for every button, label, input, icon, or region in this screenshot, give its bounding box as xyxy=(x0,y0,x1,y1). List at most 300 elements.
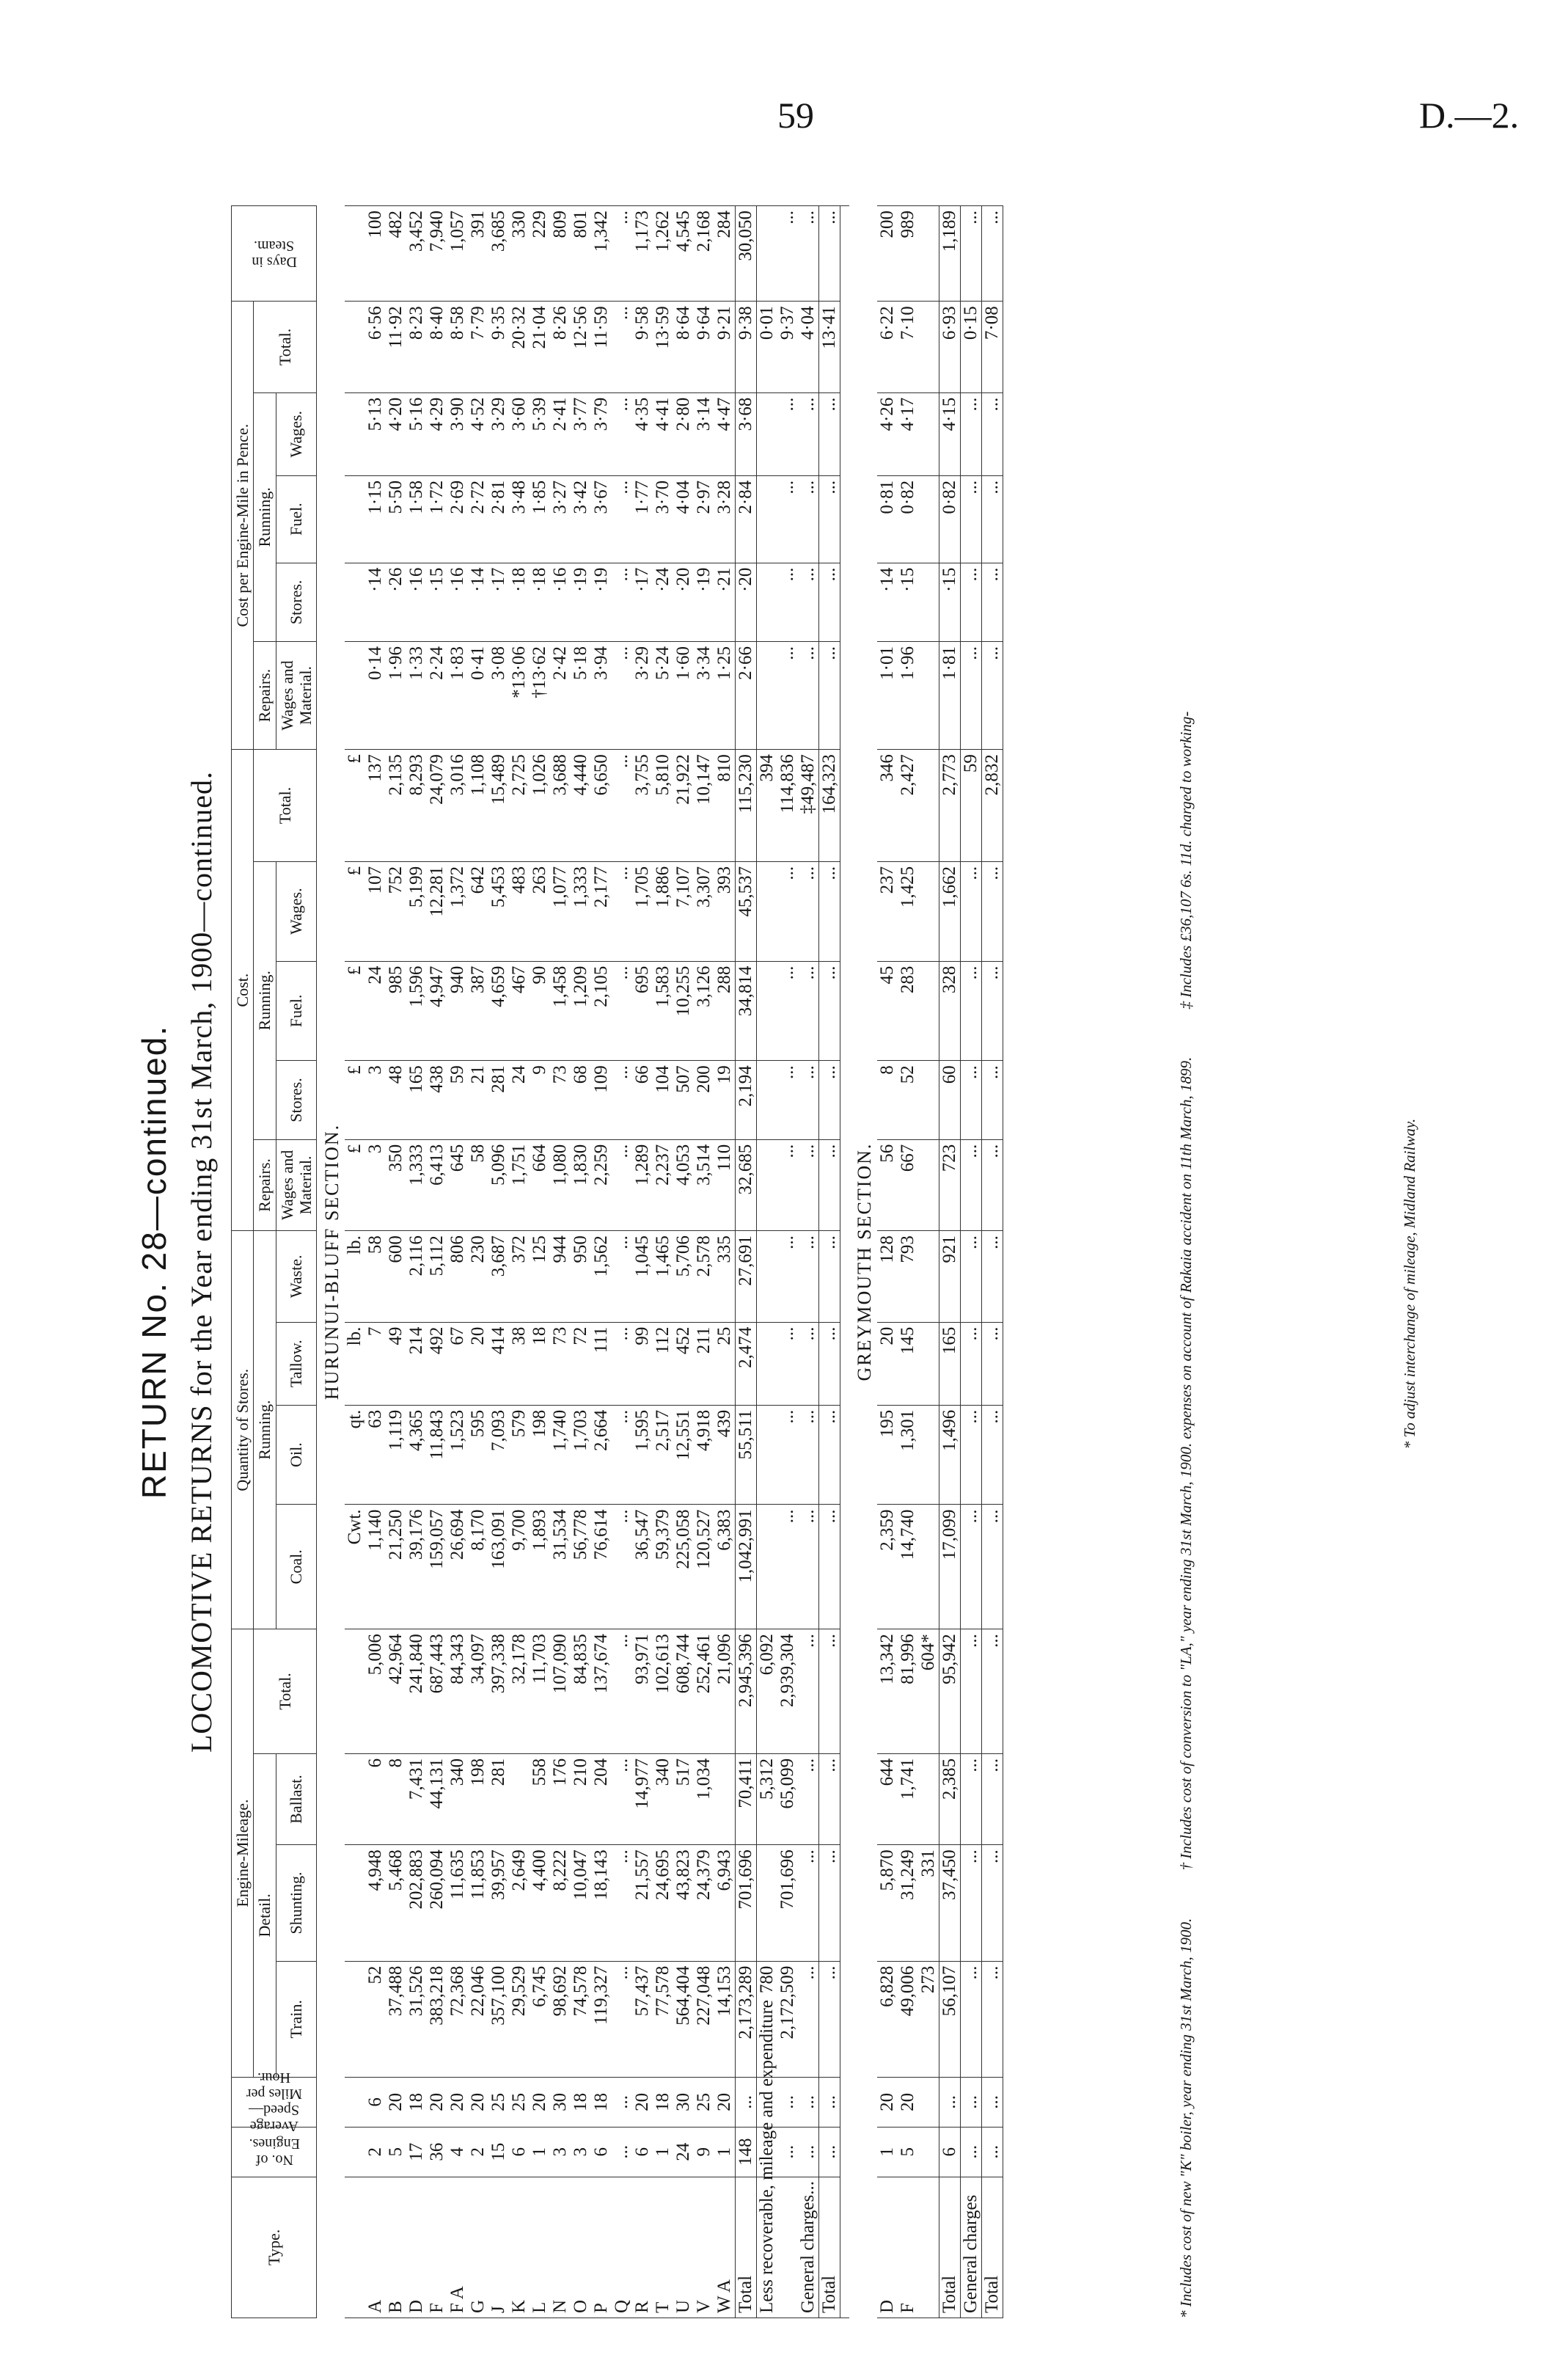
unit-cell xyxy=(345,206,365,302)
table-cell: 1·96 xyxy=(898,642,918,750)
table-cell: 195 xyxy=(877,1405,898,1505)
table-cell: 31,526 xyxy=(406,1961,427,2077)
table-cell: 6·22 xyxy=(877,302,898,392)
table-cell: 467 xyxy=(509,961,530,1061)
table-cell: ... xyxy=(612,475,632,563)
table-cell: 1·25 xyxy=(714,642,736,750)
unit-cell xyxy=(345,1629,365,1754)
table-cell: 5·24 xyxy=(653,642,673,750)
table-cell: ... xyxy=(982,475,1003,563)
table-cell: ... xyxy=(612,1753,632,1844)
header-days-steam: Days in Steam. xyxy=(232,206,317,302)
table-cell: ·16 xyxy=(550,563,571,641)
table-cell xyxy=(757,1139,778,1230)
table-cell: 8·58 xyxy=(447,302,468,392)
table-cell xyxy=(757,961,778,1061)
table-cell: 4·17 xyxy=(898,392,918,475)
table-cell: 1 xyxy=(714,2127,736,2177)
table-cell: 3·67 xyxy=(591,475,612,563)
table-cell: ... xyxy=(777,2127,798,2177)
header-fuel: Fuel. xyxy=(276,961,317,1061)
table-cell: 3·77 xyxy=(571,392,591,475)
table-cell: 59 xyxy=(447,1061,468,1139)
table-cell: ... xyxy=(819,1405,840,1505)
table-cell: ... xyxy=(798,1139,819,1230)
table-cell: 56,107 xyxy=(939,1961,961,2077)
table-cell: 8·40 xyxy=(427,302,447,392)
table-body xyxy=(317,206,1003,2318)
table-cell: 4,400 xyxy=(530,1845,550,1961)
unit-cell: qt. xyxy=(345,1405,365,1505)
table-cell: 20·32 xyxy=(509,302,530,392)
table-cell: 211 xyxy=(694,1322,714,1405)
table-cell: 24,695 xyxy=(653,1845,673,1961)
table-cell: ... xyxy=(612,1231,632,1322)
table-cell: 73 xyxy=(550,1061,571,1139)
table-row xyxy=(427,206,447,2318)
header-no-engines: No. of Engines. xyxy=(232,2127,317,2177)
table-cell: 10,147 xyxy=(694,750,714,862)
table-cell: 165 xyxy=(406,1061,427,1139)
unit-cell xyxy=(345,1961,365,2077)
row-label: D xyxy=(877,2177,898,2318)
table-cell: 2,177 xyxy=(591,861,612,961)
table-cell: 2,427 xyxy=(898,750,918,862)
row-label: J xyxy=(488,2177,509,2318)
table-cell: ... xyxy=(798,1753,819,1844)
header-cost-per-mile: Cost per Engine-Mile in Pence. xyxy=(232,302,254,750)
table-cell: 13·41 xyxy=(819,302,840,392)
header-train: Train. xyxy=(276,1961,317,2077)
table-cell: ... xyxy=(798,961,819,1061)
table-cell: 3,688 xyxy=(550,750,571,862)
summary-row xyxy=(961,206,982,2318)
table-cell: 24 xyxy=(509,1061,530,1139)
table-cell: ... xyxy=(612,961,632,1061)
table-cell: 73 xyxy=(550,1322,571,1405)
summary-row xyxy=(736,206,757,2318)
table-cell xyxy=(918,642,939,750)
table-cell: ... xyxy=(961,475,982,563)
table-cell xyxy=(918,1322,939,1405)
table-cell: 2·41 xyxy=(550,392,571,475)
table-cell: 3 xyxy=(571,2127,591,2177)
table-header xyxy=(232,206,317,2318)
unit-cell xyxy=(345,302,365,392)
table-cell: 25 xyxy=(714,1322,736,1405)
table-cell xyxy=(509,1753,530,1844)
summary-row xyxy=(777,206,798,2318)
header-waste: Waste. xyxy=(276,1231,317,1322)
table-cell: 200 xyxy=(877,206,898,302)
table-cell: 52 xyxy=(365,1961,386,2077)
table-cell: ·20 xyxy=(673,563,694,641)
table-cell: ... xyxy=(819,392,840,475)
table-cell: 30,050 xyxy=(736,206,757,302)
table-cell: 4·35 xyxy=(632,392,653,475)
table-cell: 4,947 xyxy=(427,961,447,1061)
unit-cell xyxy=(345,2077,365,2127)
header-stores: Stores. xyxy=(276,1061,317,1139)
row-label: L xyxy=(530,2177,550,2318)
table-cell: ... xyxy=(961,1061,982,1139)
table-cell: ... xyxy=(798,563,819,641)
table-cell: ·15 xyxy=(898,563,918,641)
table-cell: ·14 xyxy=(877,563,898,641)
table-cell: 36 xyxy=(427,2127,447,2177)
table-cell: ... xyxy=(612,1505,632,1629)
table-cell: ... xyxy=(798,206,819,302)
table-cell: 3,307 xyxy=(694,861,714,961)
table-cell: 3·42 xyxy=(571,475,591,563)
table-cell: ... xyxy=(612,1061,632,1139)
table-cell: 5,706 xyxy=(673,1231,694,1322)
table-cell: 8·64 xyxy=(673,302,694,392)
table-cell: 801 xyxy=(571,206,591,302)
header-cost-total: Total. xyxy=(254,750,317,862)
unit-cell: £ xyxy=(345,861,365,961)
table-cell: 39,176 xyxy=(406,1505,427,1629)
table-cell: 1,042,991 xyxy=(736,1505,757,1629)
table-cell: 6 xyxy=(632,2127,653,2177)
table-cell: 1,465 xyxy=(653,1231,673,1322)
table-cell: ·18 xyxy=(509,563,530,641)
table-cell: 2·66 xyxy=(736,642,757,750)
table-cell: 2·97 xyxy=(694,475,714,563)
table-cell: 346 xyxy=(877,750,898,862)
table-cell: ·17 xyxy=(488,563,509,641)
table-cell: 30 xyxy=(673,2077,694,2127)
table-cell: 45 xyxy=(877,961,898,1061)
table-cell: 1 xyxy=(530,2127,550,2177)
table-cell: 55,511 xyxy=(736,1405,757,1505)
table-cell: 604* xyxy=(918,1629,939,1754)
table-cell: 2·69 xyxy=(447,475,468,563)
table-cell: 439 xyxy=(714,1405,736,1505)
table-cell: 4,440 xyxy=(571,750,591,862)
table-cell: 3·48 xyxy=(509,475,530,563)
table-cell: 273 xyxy=(918,1961,939,2077)
table-cell xyxy=(918,1231,939,1322)
table-cell: 2·80 xyxy=(673,392,694,475)
table-cell: 202,883 xyxy=(406,1845,427,1961)
table-cell: 1·83 xyxy=(447,642,468,750)
table-cell: 8·26 xyxy=(550,302,571,392)
row-label xyxy=(918,2177,939,2318)
table-cell: 3,126 xyxy=(694,961,714,1061)
table-cell: ... xyxy=(798,1961,819,2077)
table-cell: 99 xyxy=(632,1322,653,1405)
header-cost-repairs: Repairs. xyxy=(254,1139,276,1230)
table-cell: 13·59 xyxy=(653,302,673,392)
table-cell: 137,674 xyxy=(591,1629,612,1754)
table-cell: 394 xyxy=(757,750,778,862)
table-cell: ·19 xyxy=(591,563,612,641)
row-label xyxy=(777,2177,798,2318)
table-cell: 3,016 xyxy=(447,750,468,862)
table-cell: ... xyxy=(798,475,819,563)
table-cell: 3·68 xyxy=(736,392,757,475)
table-cell: 2,359 xyxy=(877,1505,898,1629)
table-cell: ... xyxy=(819,642,840,750)
table-cell: 3,452 xyxy=(406,206,427,302)
table-cell: ... xyxy=(961,2127,982,2177)
table-cell xyxy=(757,206,778,302)
table-cell xyxy=(757,475,778,563)
table-cell: 4·20 xyxy=(386,392,406,475)
table-cell: 198 xyxy=(530,1405,550,1505)
table-cell: ... xyxy=(612,2127,632,2177)
table-cell: 331 xyxy=(918,1845,939,1961)
table-cell xyxy=(918,206,939,302)
table-cell: ... xyxy=(961,206,982,302)
header-cost: Cost. xyxy=(232,750,254,1231)
table-cell: 21,922 xyxy=(673,750,694,862)
table-row xyxy=(673,206,694,2318)
section-hurunui xyxy=(317,206,345,2318)
table-cell: 15,489 xyxy=(488,750,509,862)
unit-cell xyxy=(345,2127,365,2177)
table-cell: ... xyxy=(612,1845,632,1961)
table-cell: 6 xyxy=(939,2127,961,2177)
table-cell: 68 xyxy=(571,1061,591,1139)
table-cell: 3,755 xyxy=(632,750,653,862)
row-label: F xyxy=(427,2177,447,2318)
table-row xyxy=(591,206,612,2318)
table-cell: 1,289 xyxy=(632,1139,653,1230)
table-cell xyxy=(757,1061,778,1139)
table-cell: 5·18 xyxy=(571,642,591,750)
table-cell: 558 xyxy=(530,1753,550,1844)
table-cell: 18,143 xyxy=(591,1845,612,1961)
table-cell: 340 xyxy=(653,1753,673,1844)
table-cell: 6,828 xyxy=(877,1961,898,2077)
table-cell: ·14 xyxy=(468,563,488,641)
table-cell: 4,365 xyxy=(406,1405,427,1505)
table-cell: 6,650 xyxy=(591,750,612,862)
table-cell: 414 xyxy=(488,1322,509,1405)
table-cell: 1 xyxy=(653,2127,673,2177)
header-pence-stores: Stores. xyxy=(276,563,317,641)
table-cell: 8 xyxy=(386,1753,406,1844)
table-cell: 56,778 xyxy=(571,1505,591,1629)
table-cell: 8,222 xyxy=(550,1845,571,1961)
table-cell: 1,458 xyxy=(550,961,571,1061)
table-cell: ... xyxy=(819,1322,840,1405)
table-cell: 4·04 xyxy=(673,475,694,563)
table-cell: 24 xyxy=(365,961,386,1061)
table-cell: 17,099 xyxy=(939,1505,961,1629)
table-cell: 1,209 xyxy=(571,961,591,1061)
table-cell: 2,939,304 xyxy=(777,1629,798,1754)
table-cell: 14,977 xyxy=(632,1753,653,1844)
table-cell: 6·93 xyxy=(939,302,961,392)
table-cell: 34,814 xyxy=(736,961,757,1061)
table-cell: ... xyxy=(798,1405,819,1505)
table-cell: 145 xyxy=(898,1322,918,1405)
table-cell: 595 xyxy=(468,1405,488,1505)
table-cell: ... xyxy=(819,1961,840,2077)
table-cell: 1,372 xyxy=(447,861,468,961)
table-cell: 9 xyxy=(530,1061,550,1139)
table-cell: 49,006 xyxy=(898,1961,918,2077)
table-cell: 26,694 xyxy=(447,1505,468,1629)
header-shunting: Shunting. xyxy=(276,1845,317,1961)
table-cell: 11,853 xyxy=(468,1845,488,1961)
page-number: 59 xyxy=(777,95,814,136)
footnote-star: * Includes cost of new "K" boiler, year ending 31st March, 1900. xyxy=(1177,1918,1195,2318)
table-cell: 4·15 xyxy=(939,392,961,475)
table-cell xyxy=(918,1139,939,1230)
table-cell: ... xyxy=(819,206,840,302)
table-cell: 1,583 xyxy=(653,961,673,1061)
table-cell xyxy=(757,1845,778,1961)
table-cell: 950 xyxy=(571,1231,591,1322)
table-cell: 3·29 xyxy=(632,642,653,750)
table-cell: ·15 xyxy=(939,563,961,641)
table-cell: 18 xyxy=(530,1322,550,1405)
table-cell: 1·15 xyxy=(365,475,386,563)
header-stores-running: Running. xyxy=(254,1231,276,1629)
table-cell: 5,112 xyxy=(427,1231,447,1322)
table-cell: 176 xyxy=(550,1753,571,1844)
table-cell: 102,613 xyxy=(653,1629,673,1754)
table-cell: 12,551 xyxy=(673,1405,694,1505)
table-cell: 608,744 xyxy=(673,1629,694,1754)
table-cell: 25 xyxy=(694,2077,714,2127)
table-cell: 1,703 xyxy=(571,1405,591,1505)
table-cell: 5·13 xyxy=(365,392,386,475)
table-cell: 70,411 xyxy=(736,1753,757,1844)
table-cell: 1,562 xyxy=(591,1231,612,1322)
table-cell: 3,687 xyxy=(488,1231,509,1322)
table-cell xyxy=(757,392,778,475)
table-cell xyxy=(918,1753,939,1844)
table-row xyxy=(447,206,468,2318)
table-cell: 4·52 xyxy=(468,392,488,475)
table-cell: ... xyxy=(982,563,1003,641)
row-label: F A xyxy=(447,2177,468,2318)
table-cell: 1,496 xyxy=(939,1405,961,1505)
units-row xyxy=(345,206,365,2318)
table-cell: 21 xyxy=(468,1061,488,1139)
table-cell: 241,840 xyxy=(406,1629,427,1754)
table-cell: 60 xyxy=(939,1061,961,1139)
table-cell: 3·08 xyxy=(488,642,509,750)
table-cell: 31,534 xyxy=(550,1505,571,1629)
table-cell xyxy=(757,563,778,641)
table-cell: 9·58 xyxy=(632,302,653,392)
table-cell: 20 xyxy=(898,2077,918,2127)
table-cell: 81,996 xyxy=(898,1629,918,1754)
table-cell: 664 xyxy=(530,1139,550,1230)
table-cell: 7·10 xyxy=(898,302,918,392)
table-cell: ... xyxy=(961,1405,982,1505)
table-cell: 8 xyxy=(877,1061,898,1139)
table-cell: ... xyxy=(819,1845,840,1961)
table-cell: ... xyxy=(819,1505,840,1629)
header-pence-fuel: Fuel. xyxy=(276,475,317,563)
table-cell: ... xyxy=(612,1322,632,1405)
table-cell: ·15 xyxy=(427,563,447,641)
table-cell: 31,249 xyxy=(898,1845,918,1961)
table-cell: 38 xyxy=(509,1322,530,1405)
table-cell: 44,131 xyxy=(427,1753,447,1844)
table-cell: 383,218 xyxy=(427,1961,447,2077)
table-cell: 793 xyxy=(898,1231,918,1322)
bottom-note xyxy=(1401,205,1419,2318)
table-cell: 1·85 xyxy=(530,475,550,563)
table-cell: 20 xyxy=(877,2077,898,2127)
table-cell: 752 xyxy=(386,861,406,961)
table-cell: 5·16 xyxy=(406,392,427,475)
table-cell: 0·15 xyxy=(961,302,982,392)
table-cell: 806 xyxy=(447,1231,468,1322)
table-cell: ... xyxy=(819,1753,840,1844)
table-cell: ... xyxy=(961,1753,982,1844)
table-cell: 19 xyxy=(714,1061,736,1139)
table-cell: 66 xyxy=(632,1061,653,1139)
table-cell: 809 xyxy=(550,206,571,302)
table-cell: ... xyxy=(982,1961,1003,2077)
table-cell: 4·47 xyxy=(714,392,736,475)
table-cell: 687,443 xyxy=(427,1629,447,1754)
table-cell: ... xyxy=(982,861,1003,961)
table-cell: 6 xyxy=(365,2077,386,2127)
footnote-dagger: † Includes cost of conversion to "LA," year ending 31st March, 1900. expenses on account of Rakaia accident on 11th March, 1899. xyxy=(1177,1056,1195,1871)
table-cell: 940 xyxy=(447,961,468,1061)
table-cell: 482 xyxy=(386,206,406,302)
table-cell: 1,523 xyxy=(447,1405,468,1505)
table-cell: 0·81 xyxy=(877,475,898,563)
unit-cell: £ xyxy=(345,1139,365,1230)
table-cell xyxy=(918,302,939,392)
table-cell: 579 xyxy=(509,1405,530,1505)
table-cell: ... xyxy=(819,1629,840,1754)
table-cell: 36,547 xyxy=(632,1505,653,1629)
table-cell: 2,474 xyxy=(736,1322,757,1405)
row-label: Total xyxy=(819,2177,840,2318)
table-row xyxy=(653,206,673,2318)
table-cell: ... xyxy=(777,1139,798,1230)
table-cell: 3·34 xyxy=(694,642,714,750)
table-cell: 2·42 xyxy=(550,642,571,750)
table-cell: 34,097 xyxy=(468,1629,488,1754)
header-wages: Wages. xyxy=(276,861,317,961)
table-cell: 263 xyxy=(530,861,550,961)
table-cell: 107 xyxy=(365,861,386,961)
table-cell xyxy=(757,1322,778,1405)
table-cell: ·14 xyxy=(365,563,386,641)
table-cell: 84,835 xyxy=(571,1629,591,1754)
table-cell: 1,425 xyxy=(898,861,918,961)
table-cell: 2,664 xyxy=(591,1405,612,1505)
table-cell xyxy=(714,1753,736,1844)
table-cell: 110 xyxy=(714,1139,736,1230)
table-cell: 42,964 xyxy=(386,1629,406,1754)
table-cell: 104 xyxy=(653,1061,673,1139)
table-cell: ... xyxy=(961,1322,982,1405)
table-cell: 111 xyxy=(591,1322,612,1405)
table-cell xyxy=(757,1405,778,1505)
table-row xyxy=(488,206,509,2318)
table-cell: 25 xyxy=(509,2077,530,2127)
table-cell: 72 xyxy=(571,1322,591,1405)
table-cell: ·20 xyxy=(736,563,757,641)
table-cell xyxy=(918,861,939,961)
row-label: K xyxy=(509,2177,530,2318)
table-cell: 14,740 xyxy=(898,1505,918,1629)
